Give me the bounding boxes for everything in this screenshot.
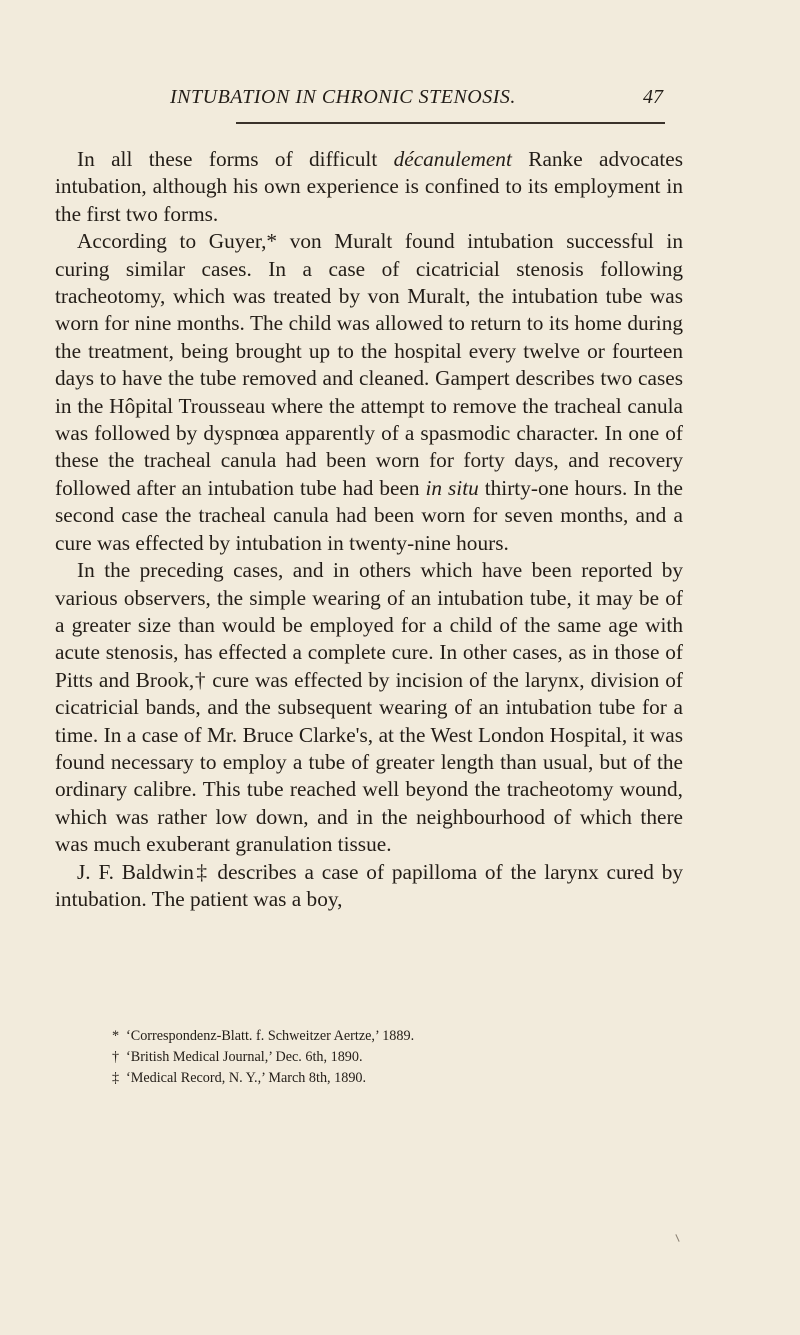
- footnote-mark: ‡: [112, 1070, 120, 1086]
- paragraph: [55, 859, 683, 914]
- paragraph-text: J. F. Baldwin‡ describes a case of papilloma of the larynx cured by intubation. The patient was a boy,: [55, 859, 683, 911]
- paragraph-text: In all these forms of difficult: [77, 147, 394, 171]
- footnote-mark: *: [112, 1028, 120, 1044]
- italic-term: in situ: [425, 475, 479, 500]
- footnote-mark: †: [112, 1049, 120, 1065]
- paragraph-text: In the preceding cases, and in others which have been reported by various observers, the simple wearing of an intubation tube, it may be of a greater size than would be employed for a child of the same age with acute stenosis, has effected a complete cure. In other cases, as in those of Pitts and Brook,† cure was effected by incision of the larynx, division of cicatricial bands, and the subsequent wearing of an intubation tube for a time. In a case of Mr. Bruce Clarke's, at the West London Hospital, it was found necessary to employ a tube of greater length than usual, but of the ordinary calibre. This tube reached well beyond the tracheotomy wound, which was rather low down, and in the neighbourhood of which there was much exuberant granulation tissue.: [55, 558, 683, 857]
- footnote-text: ‘British Medical Journal,’ Dec. 6th, 1890.: [126, 1049, 363, 1065]
- italic-term: décanulement: [393, 147, 512, 171]
- body-text: [55, 146, 683, 913]
- footnote: [112, 1026, 672, 1047]
- footnote: [112, 1068, 672, 1089]
- footnote-text: ‘Correspondenz-Blatt. f. Schweitzer Aertze,’ 1889.: [126, 1028, 415, 1044]
- paragraph: [55, 146, 683, 228]
- paragraph: [55, 557, 683, 858]
- running-head: INTUBATION IN CHRONIC STENOSIS.: [170, 86, 516, 108]
- paragraph: [55, 228, 683, 557]
- paragraph-text: thirty-one hours. In the second case the tracheal canula had been worn for seven months, and a cure was effected by intubation in twenty-nine hours.: [55, 475, 683, 555]
- footnote-text: ‘Medical Record, N. Y.,’ March 8th, 1890.: [126, 1070, 367, 1086]
- page-number: 47: [643, 86, 663, 108]
- paragraph-text: According to Guyer,* von Muralt found intubation successful in curing similar cases. In a case of cicatricial stenosis following tracheotomy, which was treated by von Muralt, the intubation tube was worn for nine months. The child was allowed to return to its home during the treatment, being brought up to the hospital every twelve or fourteen days to have the tube removed and cleaned. Gampert describes two cases in the Hôpital Trousseau where the attempt to remove the tracheal canula was followed by dyspnœa apparently of a spasmodic character. In one of these the tracheal canula had been worn for forty days, and recovery followed after an intubation tube had been: [55, 229, 683, 500]
- stray-ink-mark: [675, 1234, 679, 1242]
- footnotes: [112, 1026, 672, 1089]
- footnote: [112, 1047, 672, 1068]
- header-rule: [236, 122, 665, 124]
- paragraph-text: Ranke advocates intubation, although his own experience is confined to its employment in the first two forms.: [55, 147, 683, 226]
